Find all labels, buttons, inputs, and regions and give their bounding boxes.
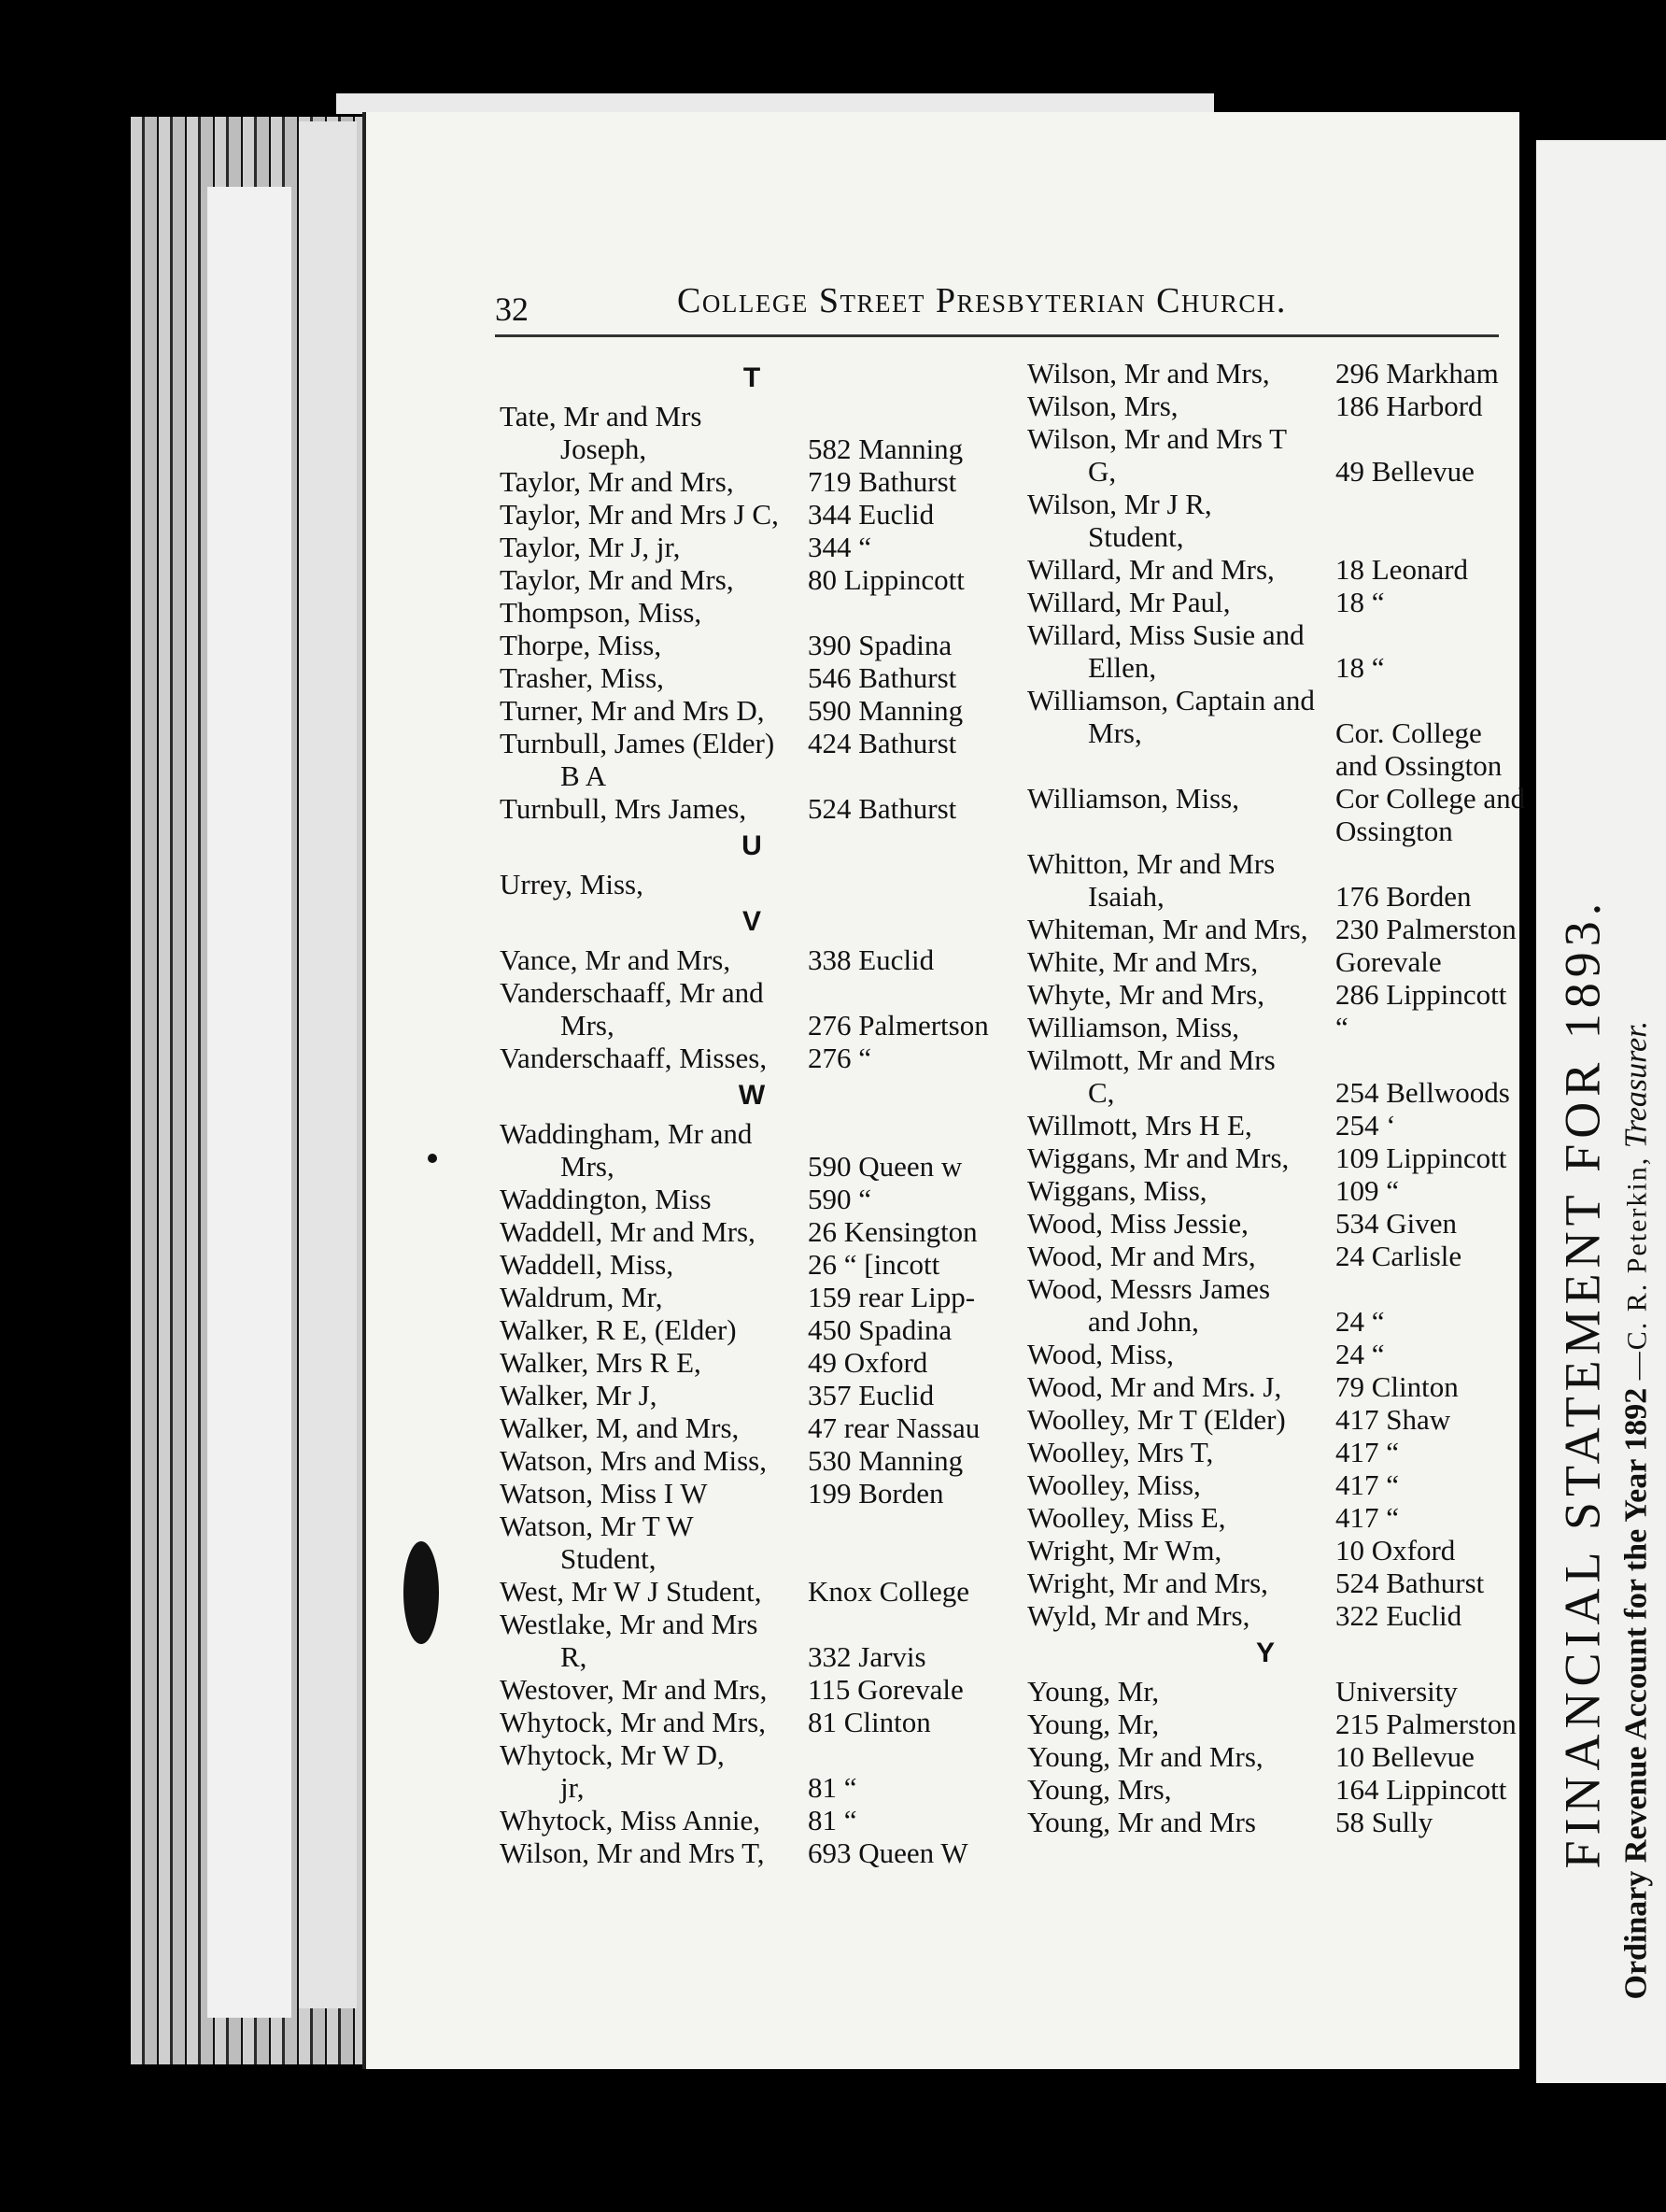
section-letter: W <box>738 1080 766 1111</box>
entry-address: 10 Bellevue <box>1335 1740 1475 1773</box>
directory-entry <box>500 1117 1004 1150</box>
directory-entry <box>500 943 1004 976</box>
directory-entry <box>1027 357 1504 390</box>
directory-entry <box>1027 1011 1504 1043</box>
entry-address: 590 Manning <box>808 694 964 727</box>
directory-entry <box>1027 1708 1517 1740</box>
entry-name: Ellen, <box>1088 651 1157 684</box>
directory-entry <box>500 1281 1004 1313</box>
entry-name: Wood, Mr and Mrs. J, <box>1027 1370 1282 1403</box>
header-rule <box>495 334 1499 337</box>
entry-name: Willard, Mr Paul, <box>1027 586 1231 618</box>
directory-entry <box>1027 651 1504 684</box>
entry-name: Westover, Mr and Mrs, <box>500 1673 768 1706</box>
entry-address: 590 Queen w <box>808 1150 963 1183</box>
entry-address: 18 Leonard <box>1335 553 1469 586</box>
entry-name: G, <box>1088 455 1117 488</box>
entry-address: 590 “ <box>808 1183 872 1215</box>
entry-name: R, <box>560 1640 587 1673</box>
entry-name: Willmott, Mrs H E, <box>1027 1109 1252 1141</box>
entry-name: Woolley, Miss, <box>1027 1468 1201 1501</box>
directory-entry <box>500 976 1004 1009</box>
entry-address: 26 Kensington <box>808 1215 978 1248</box>
entry-name: Whytock, Mr and Mrs, <box>500 1706 766 1738</box>
entry-address: 546 Bathurst <box>808 661 957 694</box>
directory-entry <box>1027 1468 1504 1501</box>
entry-address: 81 Clinton <box>808 1706 931 1738</box>
entry-name: Walker, R E, (Elder) <box>500 1313 737 1346</box>
section-letter: V <box>741 906 761 937</box>
entry-address: 49 Oxford <box>808 1346 928 1379</box>
entry-address: 296 Markham <box>1335 357 1499 390</box>
entry-address: 81 “ <box>808 1804 857 1836</box>
entry-name: Taylor, Mr and Mrs, <box>500 465 734 498</box>
entry-address: 417 “ <box>1335 1468 1400 1501</box>
entry-address: 109 “ <box>1335 1174 1400 1207</box>
entry-address: 424 Bathurst <box>808 727 957 759</box>
ink-speck <box>428 1154 437 1163</box>
directory-entry <box>1027 1501 1504 1534</box>
page-edge-strip <box>207 187 291 2018</box>
entry-name: Wood, Messrs James <box>1027 1272 1271 1305</box>
directory-entry <box>1027 684 1504 716</box>
entry-name: Student, <box>560 1542 657 1575</box>
entry-address: Ossington <box>1335 815 1453 847</box>
directory-entry <box>1027 1174 1504 1207</box>
directory-entry <box>500 792 1004 825</box>
directory-column-left <box>500 357 1004 1869</box>
entry-name: Trasher, Miss, <box>500 661 664 694</box>
directory-entry <box>500 1804 1004 1836</box>
entry-name: and John, <box>1088 1305 1199 1338</box>
entry-address: 276 Palmertson <box>808 1009 989 1042</box>
directory-entry <box>1027 1370 1504 1403</box>
entry-name: Isaiah, <box>1088 880 1165 913</box>
section-letter: Y <box>1255 1638 1275 1668</box>
entry-address: 115 Gorevale <box>808 1673 964 1706</box>
entry-name: Wilson, Mr and Mrs, <box>1027 357 1270 390</box>
entry-name: Wood, Miss Jessie, <box>1027 1207 1249 1240</box>
entry-name: Wright, Mr and Mrs, <box>1027 1567 1268 1599</box>
entry-name: Taylor, Mr and Mrs J C, <box>500 498 779 531</box>
directory-entry <box>1027 553 1504 586</box>
entry-name: Willard, Mr and Mrs, <box>1027 553 1275 586</box>
entry-name: Woolley, Mr T (Elder) <box>1027 1403 1286 1436</box>
entry-address: 719 Bathurst <box>808 465 957 498</box>
entry-name: Whytock, Miss Annie, <box>500 1804 760 1836</box>
directory-entry <box>1027 1272 1504 1305</box>
entry-name: B A <box>560 759 607 792</box>
directory-entry <box>500 1477 1004 1510</box>
directory-entry <box>1027 1599 1504 1632</box>
entry-address: 24 “ <box>1335 1338 1385 1370</box>
entry-address: 286 Lippincott <box>1335 978 1507 1011</box>
directory-entry <box>500 694 1004 727</box>
entry-address: 81 “ <box>808 1771 857 1804</box>
entry-name: Mrs, <box>1088 716 1142 749</box>
directory-entry <box>500 1738 1004 1771</box>
entry-name: Woolley, Miss E, <box>1027 1501 1226 1534</box>
directory-entry <box>1027 422 1504 455</box>
entry-address: 344 Euclid <box>808 498 935 531</box>
page-edge-strip <box>299 121 357 2008</box>
directory-entry <box>500 1346 1004 1379</box>
entry-name: Young, Mr, <box>1027 1708 1160 1740</box>
directory-entry <box>1027 390 1504 422</box>
entry-name: Williamson, Miss, <box>1027 1011 1239 1043</box>
directory-entry <box>500 1248 1004 1281</box>
entry-name: Urrey, Miss, <box>500 868 643 900</box>
directory-entry <box>1027 880 1504 913</box>
entry-name: Thompson, Miss, <box>500 596 702 629</box>
entry-address: 164 Lippincott <box>1335 1773 1507 1806</box>
directory-entry <box>1027 913 1517 945</box>
entry-address: 199 Borden <box>808 1477 944 1510</box>
section-letter: T <box>742 362 761 393</box>
entry-name: Wilson, Mr and Mrs T <box>1027 422 1288 455</box>
side-page-title: FINANCIAL STATEMENT FOR 1893. <box>1554 897 1610 1869</box>
entry-address: University <box>1335 1675 1458 1708</box>
entry-address: 47 rear Nassau <box>808 1411 981 1444</box>
entry-address: 338 Euclid <box>808 943 935 976</box>
directory-entry <box>500 1215 1004 1248</box>
entry-address: Cor. College <box>1335 716 1482 749</box>
entry-address: 417 “ <box>1335 1501 1400 1534</box>
directory-entry <box>500 1313 1004 1346</box>
entry-address: 215 Palmerston <box>1335 1708 1517 1740</box>
directory-entry <box>500 1411 1004 1444</box>
entry-name: Tate, Mr and Mrs <box>500 400 702 432</box>
entry-name: Watson, Mr T W <box>500 1510 694 1542</box>
entry-name: Young, Mr and Mrs <box>1027 1806 1256 1838</box>
page-number: 32 <box>495 291 529 328</box>
entry-name: Waddingham, Mr and <box>500 1117 753 1150</box>
entry-name: Vance, Mr and Mrs, <box>500 943 731 976</box>
entry-address: 524 Bathurst <box>1335 1567 1485 1599</box>
directory-entry <box>500 465 1004 498</box>
entry-name: Mrs, <box>560 1150 614 1183</box>
entry-name: Thorpe, Miss, <box>500 629 662 661</box>
directory-entry <box>1027 1076 1510 1109</box>
entry-name: Waddington, Miss <box>500 1183 712 1215</box>
entry-name: Turner, Mr and Mrs D, <box>500 694 765 727</box>
directory-entry <box>1027 1806 1504 1838</box>
entry-name: Wilson, Mr J R, <box>1027 488 1212 520</box>
entry-address: 230 Palmerston <box>1335 913 1517 945</box>
entry-name: Williamson, Captain and <box>1027 684 1315 716</box>
entry-address: 332 Jarvis <box>808 1640 926 1673</box>
entry-address: 417 Shaw <box>1335 1403 1451 1436</box>
entry-name: Watson, Miss I W <box>500 1477 708 1510</box>
entry-address: 390 Spadina <box>808 629 953 661</box>
adjacent-page-text <box>1536 140 1666 2083</box>
entry-address: 109 Lippincott <box>1335 1141 1507 1174</box>
entry-name: Westlake, Mr and Mrs <box>500 1608 758 1640</box>
entry-name: Turnbull, James (Elder) <box>500 727 775 759</box>
entry-name: Walker, M, and Mrs, <box>500 1411 740 1444</box>
entry-address: 530 Manning <box>808 1444 964 1477</box>
directory-entry <box>1027 1338 1504 1370</box>
running-title: College Street Presbyterian Church. <box>677 281 1287 320</box>
directory-entry <box>1027 1043 1504 1076</box>
entry-address: 24 “ <box>1335 1305 1385 1338</box>
entry-address: 26 “ [incott <box>808 1248 940 1281</box>
entry-name: Whyte, Mr and Mrs, <box>1027 978 1264 1011</box>
directory-column-right <box>1027 357 1526 1838</box>
entry-address: 417 “ <box>1335 1436 1400 1468</box>
directory-entry <box>1027 455 1504 488</box>
entry-name: Wiggans, Mr and Mrs, <box>1027 1141 1290 1174</box>
directory-entry <box>1027 618 1504 651</box>
directory-entry <box>500 759 1004 792</box>
entry-address: Gorevale <box>1335 945 1442 978</box>
entry-address: 79 Clinton <box>1335 1370 1459 1403</box>
entry-name: Wilson, Mrs, <box>1027 390 1179 422</box>
entry-address: 58 Sully <box>1335 1806 1433 1838</box>
page-top-edge <box>336 93 1214 114</box>
entry-name: Taylor, Mr and Mrs, <box>500 563 734 596</box>
directory-entry <box>500 1150 1004 1183</box>
entry-address: 450 Spadina <box>808 1313 953 1346</box>
entry-address: “ <box>1335 1011 1348 1043</box>
entry-name: Walker, Mrs R E, <box>500 1346 701 1379</box>
entry-name: Student, <box>1088 520 1184 553</box>
entry-name: C, <box>1088 1076 1115 1109</box>
entry-address: 10 Oxford <box>1335 1534 1456 1567</box>
entry-address: 276 “ <box>808 1042 872 1074</box>
directory-entry <box>500 1183 1004 1215</box>
entry-name: Taylor, Mr J, jr, <box>500 531 681 563</box>
directory-entry <box>500 1379 1004 1411</box>
directory-entry <box>500 1771 1004 1804</box>
directory-entry <box>500 1444 1004 1477</box>
section-letter: U <box>741 830 762 861</box>
entry-name: Watson, Mrs and Miss, <box>500 1444 767 1477</box>
side-page-subtitle <box>1618 1021 1654 2000</box>
entry-name: Wyld, Mr and Mrs, <box>1027 1599 1250 1632</box>
entry-name: Whiteman, Mr and Mrs, <box>1027 913 1308 945</box>
directory-entry <box>500 400 1004 432</box>
entry-address: 176 Borden <box>1335 880 1472 913</box>
entry-name: White, Mr and Mrs, <box>1027 945 1259 978</box>
directory-entry <box>500 1575 1004 1608</box>
entry-name: Wiggans, Miss, <box>1027 1174 1207 1207</box>
directory-entry <box>500 531 1004 563</box>
entry-name: Woolley, Mrs T, <box>1027 1436 1214 1468</box>
entry-name: Wright, Mr Wm, <box>1027 1534 1222 1567</box>
directory-entry <box>1027 1207 1504 1240</box>
directory-entry <box>1027 1567 1504 1599</box>
entry-name: Wilmott, Mr and Mrs <box>1027 1043 1276 1076</box>
entry-name: Wood, Mr and Mrs, <box>1027 1240 1256 1272</box>
entry-address: 582 Manning <box>808 432 964 465</box>
directory-entry <box>1027 945 1504 978</box>
directory-entry <box>500 596 1004 629</box>
entry-address: 18 “ <box>1335 586 1385 618</box>
directory-entry <box>500 563 1004 596</box>
entry-address: 357 Euclid <box>808 1379 935 1411</box>
entry-address: 186 Harbord <box>1335 390 1483 422</box>
directory-entry <box>500 1510 1004 1542</box>
directory-entry <box>500 868 1004 900</box>
directory-entry <box>500 1706 1004 1738</box>
directory-entry <box>1027 1240 1504 1272</box>
directory-entry <box>1027 1773 1507 1806</box>
directory-entry <box>1027 1141 1507 1174</box>
entry-address: 18 “ <box>1335 651 1385 684</box>
directory-entry <box>500 629 1004 661</box>
directory-entry <box>1027 978 1507 1011</box>
entry-name: Wood, Miss, <box>1027 1338 1174 1370</box>
side-page-treasurer: —C. R. Peterkin, <box>1621 1156 1652 1381</box>
entry-name: Whytock, Mr W D, <box>500 1738 725 1771</box>
entry-address: 159 rear Lipp- <box>808 1281 976 1313</box>
entry-address: Knox College <box>808 1575 970 1608</box>
directory-entry <box>500 1608 1004 1640</box>
directory-entry <box>500 1836 1004 1869</box>
entry-address: 24 Carlisle <box>1335 1240 1462 1272</box>
directory-entry <box>500 432 1004 465</box>
directory-entry <box>1027 1534 1504 1567</box>
entry-name: Mrs, <box>560 1009 614 1042</box>
entry-address: 322 Euclid <box>1335 1599 1462 1632</box>
entry-address: 344 “ <box>808 531 872 563</box>
ink-blot <box>403 1541 439 1644</box>
entry-address: 534 Given <box>1335 1207 1458 1240</box>
directory-entry <box>500 727 1004 759</box>
directory-entry <box>1027 1436 1504 1468</box>
side-page-subtitle-text: Ordinary Revenue Account for the Year 1892 <box>1618 1387 1653 2000</box>
entry-name: Willard, Miss Susie and <box>1027 618 1305 651</box>
directory-entry <box>500 1673 1004 1706</box>
directory-entry <box>1027 1675 1504 1708</box>
entry-name: Wilson, Mr and Mrs T, <box>500 1836 765 1869</box>
entry-name: Young, Mr and Mrs, <box>1027 1740 1264 1773</box>
entry-address: Cor College and <box>1335 782 1526 815</box>
entry-name: Walker, Mr J, <box>500 1379 657 1411</box>
entry-name: Williamson, Miss, <box>1027 782 1239 815</box>
directory-entry <box>1027 847 1504 880</box>
directory-entry <box>500 1542 1004 1575</box>
directory-entry <box>1027 1403 1504 1436</box>
entry-address: 49 Bellevue <box>1335 455 1475 488</box>
entry-name: Joseph, <box>560 432 647 465</box>
directory-entry <box>500 1640 1004 1673</box>
entry-address: 80 Lippincott <box>808 563 965 596</box>
directory-entry <box>1027 782 1526 815</box>
directory-entry <box>500 1009 1004 1042</box>
entry-name: Young, Mrs, <box>1027 1773 1172 1806</box>
side-page-treasurer-role: Treasurer. <box>1618 1020 1653 1149</box>
entry-address: 254 ‘ <box>1335 1109 1396 1141</box>
entry-address: 254 Bellwoods <box>1335 1076 1510 1109</box>
entry-name: jr, <box>560 1771 585 1804</box>
directory-entry <box>1027 1305 1504 1338</box>
entry-name: Waddell, Mr and Mrs, <box>500 1215 755 1248</box>
entry-address: and Ossington <box>1335 749 1503 782</box>
directory-entry <box>500 661 1004 694</box>
directory-entry <box>500 1042 1004 1074</box>
entry-name: Young, Mr, <box>1027 1675 1160 1708</box>
entry-name: Waddell, Miss, <box>500 1248 674 1281</box>
entry-name: Vanderschaaff, Mr and <box>500 976 764 1009</box>
entry-name: Turnbull, Mrs James, <box>500 792 747 825</box>
directory-entry <box>1027 749 1504 782</box>
directory-entry <box>1027 488 1504 520</box>
entry-address: 524 Bathurst <box>808 792 957 825</box>
entry-name: Vanderschaaff, Misses, <box>500 1042 768 1074</box>
directory-entry <box>1027 1109 1504 1141</box>
directory-entry <box>1027 520 1504 553</box>
directory-entry <box>1027 716 1504 749</box>
directory-entry <box>1027 815 1504 847</box>
directory-entry <box>1027 586 1504 618</box>
entry-address: 693 Queen W <box>808 1836 968 1869</box>
directory-entry <box>500 498 1004 531</box>
entry-name: Waldrum, Mr, <box>500 1281 663 1313</box>
entry-name: Whitton, Mr and Mrs <box>1027 847 1276 880</box>
entry-name: West, Mr W J Student, <box>500 1575 762 1608</box>
directory-entry <box>1027 1740 1504 1773</box>
